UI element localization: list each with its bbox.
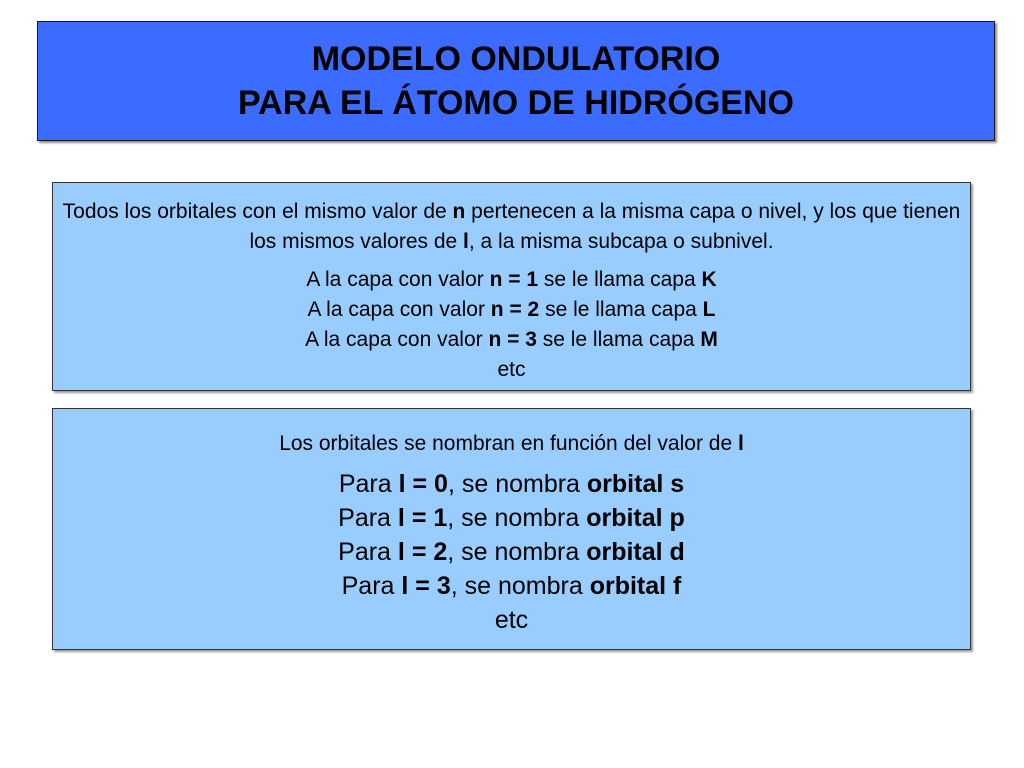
shells-intro-l: l xyxy=(463,230,469,253)
shells-intro-n: n xyxy=(452,200,466,223)
orbital-row-middle: , se nombra xyxy=(447,504,587,532)
shell-row-name: L xyxy=(702,298,716,321)
shell-row-middle: se le llama capa xyxy=(539,298,703,321)
shell-row-prefix: A la capa con valor xyxy=(307,298,491,321)
orbital-row-name: orbital s xyxy=(586,470,685,498)
title-line-1: MODELO ONDULATORIO xyxy=(311,40,721,78)
orbital-row-name: orbital f xyxy=(589,572,682,600)
orbital-row-prefix: Para xyxy=(341,572,402,600)
orbitals-panel xyxy=(52,408,971,650)
orbital-row-value: l = 1 xyxy=(397,504,448,532)
shells-intro-text-3: , a la misma subcapa o subnivel. xyxy=(468,230,774,253)
shell-row-prefix: A la capa con valor xyxy=(306,268,490,291)
orbital-row-value: l = 3 xyxy=(401,572,451,600)
shell-row-middle: se le llama capa xyxy=(538,268,702,291)
shell-row-prefix: A la capa con valor xyxy=(305,328,489,351)
orbital-row-name: orbital d xyxy=(586,538,685,566)
orbital-row-middle: , se nombra xyxy=(447,470,587,498)
orbital-row-prefix: Para xyxy=(338,538,398,566)
orbitals-intro xyxy=(53,429,970,459)
title-line-2: PARA EL ÁTOMO DE HIDRÓGENO xyxy=(237,84,794,122)
shell-row-value: n = 1 xyxy=(489,268,539,291)
orbital-row-middle: , se nombra xyxy=(450,572,590,600)
orbital-row-d xyxy=(53,535,970,569)
shells-intro-text-2: pertenecen a la misma capa o nivel, y los que tienen los mismos valores de xyxy=(249,200,961,253)
orbital-row-f xyxy=(53,569,970,603)
title-box xyxy=(37,21,995,141)
shell-row-l xyxy=(53,295,970,325)
orbital-row-name: orbital p xyxy=(586,504,685,532)
shell-row-k xyxy=(53,265,970,295)
orbital-row-s xyxy=(53,467,970,501)
shell-row-value: n = 3 xyxy=(488,328,537,351)
orbital-row-prefix: Para xyxy=(338,504,398,532)
shells-intro-text-1: Todos los orbitales con el mismo valor de xyxy=(62,200,453,223)
shell-row-value: n = 2 xyxy=(490,298,540,321)
orbital-row-value: l = 0 xyxy=(398,470,448,498)
shell-row-name: M xyxy=(700,328,718,351)
shells-etc: etc xyxy=(497,358,526,381)
orbitals-etc: etc xyxy=(494,606,529,634)
orbitals-intro-text: Los orbitales se nombran en función del valor de xyxy=(279,432,738,455)
shell-row-m xyxy=(53,325,970,355)
orbital-row-value: l = 2 xyxy=(397,538,448,566)
orbital-row-p xyxy=(53,501,970,535)
orbital-row-prefix: Para xyxy=(338,470,399,498)
shells-intro xyxy=(53,197,970,257)
shell-row-middle: se le llama capa xyxy=(536,328,701,351)
orbital-row-middle: , se nombra xyxy=(447,538,587,566)
shell-row-name: K xyxy=(701,268,717,291)
orbitals-intro-l: l xyxy=(737,432,744,455)
shells-panel xyxy=(52,182,971,391)
